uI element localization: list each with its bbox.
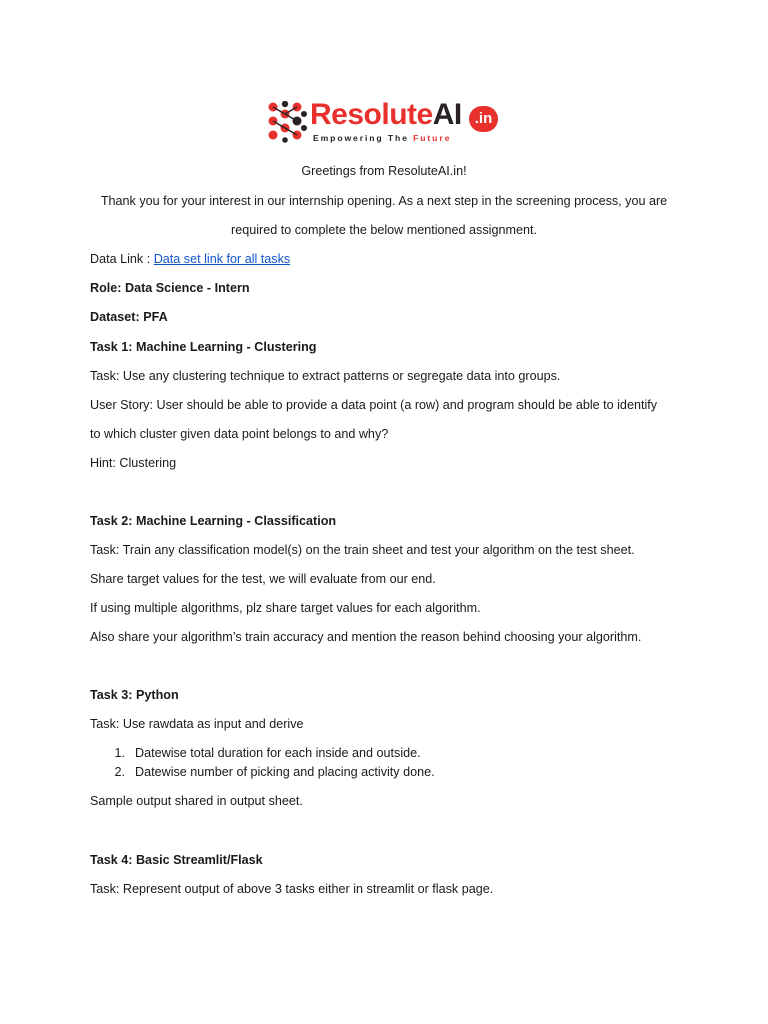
task3-task: Task: Use rawdata as input and derive <box>90 717 304 731</box>
task2-line-3: If using multiple algorithms, plz share target values for each algorithm. <box>90 601 481 615</box>
logo-tagline <box>313 133 451 143</box>
logo-wordmark <box>310 98 462 132</box>
intro-line-1: Thank you for your interest in our internship opening. As a next step in the screening process, you are <box>100 194 668 208</box>
task4-task: Task: Represent output of above 3 tasks either in streamlit or flask page. <box>90 882 494 896</box>
task2-line-4: Also share your algorithm’s train accuracy and mention the reason behind choosing your algorithm. <box>90 630 642 644</box>
task4-title: Task 4: Basic Streamlit/Flask <box>90 853 263 867</box>
list-item-text: Datewise number of picking and placing activity done. <box>135 765 435 779</box>
list-item-text: Datewise total duration for each inside and outside. <box>135 746 421 760</box>
resoluteai-logo <box>268 98 500 147</box>
logo-in-badge: .in <box>469 106 498 132</box>
logo-tagline-part1: Empowering The <box>313 133 414 143</box>
dataset-heading: Dataset: PFA <box>90 310 168 324</box>
logo-word-dark: AI <box>432 98 462 131</box>
task1-title: Task 1: Machine Learning - Clustering <box>90 340 317 354</box>
list-item-number: 2. <box>114 765 125 779</box>
task1-task: Task: Use any clustering technique to extract patterns or segregate data into groups. <box>90 369 561 383</box>
task3-sample: Sample output shared in output sheet. <box>90 794 303 808</box>
data-link-label: Data Link : <box>90 252 154 266</box>
task1-story-line-2: to which cluster given data point belongs to and why? <box>90 427 389 441</box>
role-heading: Role: Data Science - Intern <box>90 281 250 295</box>
logo-tagline-part2: Future <box>413 133 452 143</box>
intro-line-2: required to complete the below mentioned assignment. <box>231 223 537 237</box>
task1-story-line-1: User Story: User should be able to provide a data point (a row) and program should be able to identify <box>90 398 658 412</box>
data-link-row <box>90 251 290 267</box>
task1-hint: Hint: Clustering <box>90 456 177 470</box>
task3-title: Task 3: Python <box>90 688 179 702</box>
list-item-number: 1. <box>114 746 125 760</box>
data-set-link[interactable]: Data set link for all tasks <box>153 252 291 266</box>
task2-title: Task 2: Machine Learning - Classification <box>90 514 337 528</box>
logo-word-red: Resolute <box>310 98 433 131</box>
task2-line-2: Share target values for the test, we will evaluate from our end. <box>90 572 436 586</box>
task2-line-1: Task: Train any classification model(s) on the train sheet and test your algorithm on the test sheet. <box>90 543 635 557</box>
greeting-text: Greetings from ResoluteAI.in! <box>301 164 467 178</box>
logo-mark-icon <box>268 101 308 143</box>
